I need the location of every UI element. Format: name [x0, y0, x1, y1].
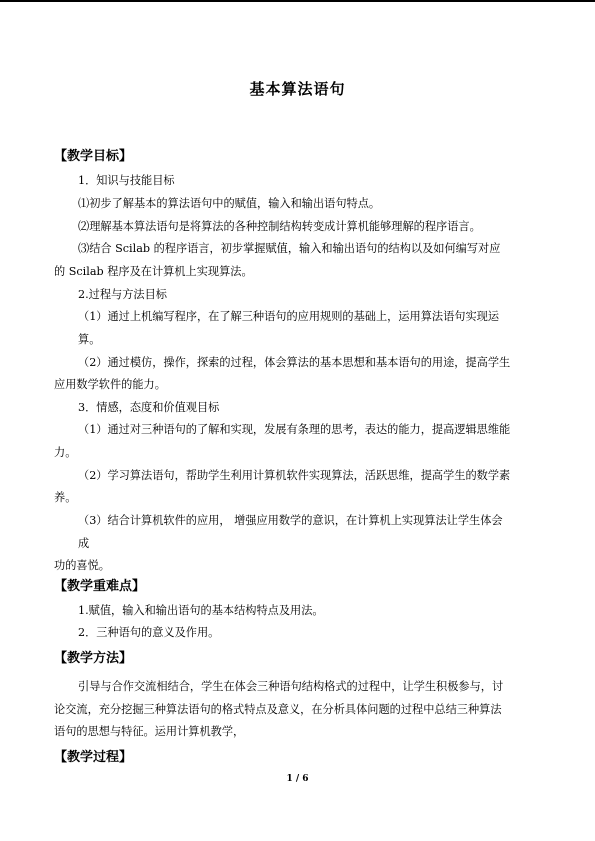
key-points-line-1: 1.赋值，输入和输出语句的基本结构特点及用法。: [78, 604, 324, 617]
objectives-line-14: （2）学习算法语句，帮助学生利用计算机软件实现算法，活跃思维，提高学生的数学素: [78, 469, 511, 482]
objectives-line-8: 算。: [78, 333, 101, 346]
objectives-line-12: （1）通过对三种语句的了解和实现，发展有条理的思考，表达的能力，提高逻辑思维能: [78, 423, 511, 436]
objectives-line-13: 力。: [54, 446, 77, 459]
objectives-line-3: ⑵理解基本算法语句是将算法的各种控制结构转变成计算机能够理解的程序语言。: [78, 220, 481, 233]
objectives-line-17: 成: [78, 537, 90, 550]
objectives-line-18: 功的喜悦。: [54, 559, 110, 572]
objectives-line-7: （1）通过上机编写程序，在了解三种语句的应用规则的基础上，运用算法语句实现运: [78, 310, 500, 323]
objectives-line-16: （3）结合计算机软件的应用， 增强应用数学的意识，在计算机上实现算法让学生体会: [78, 514, 503, 527]
heading-objectives: 【教学目标】: [54, 149, 133, 164]
methods-line-3: 语句的思想与特征。运用计算机教学，: [54, 725, 245, 738]
page-number: 1 / 6: [286, 774, 309, 784]
page-title: 基本算法语句: [249, 80, 346, 98]
key-points-line-2: 2．三种语句的意义及作用。: [78, 626, 220, 639]
methods-line-1: 引导与合作交流相结合，学生在体会三种语句结构格式的过程中，让学生积极参与，讨: [78, 680, 504, 693]
methods-line-2: 论交流，充分挖掘三种算法语句的格式特点及意义，在分析具体问题的过程中总结三种算法: [54, 703, 502, 716]
heading-methods: 【教学方法】: [54, 651, 133, 666]
objectives-line-10: 应用数学软件的能力。: [54, 378, 166, 391]
objectives-line-6: 2.过程与方法目标: [78, 288, 167, 301]
objectives-line-1: 1．知识与技能目标: [78, 174, 175, 187]
objectives-line-15: 养。: [54, 491, 77, 504]
heading-key-points: 【教学重难点】: [54, 579, 146, 594]
heading-process: 【教学过程】: [54, 750, 133, 765]
objectives-line-2: ⑴初步了解基本的算法语句中的赋值，输入和输出语句特点。: [78, 197, 381, 210]
objectives-line-9: （2）通过模仿，操作，探索的过程，体会算法的基本思想和基本语句的用途，提高学生: [78, 356, 511, 369]
objectives-line-11: 3．情感，态度和价值观目标: [78, 401, 220, 414]
objectives-line-5: 的 Scilab 程序及在计算机上实现算法。: [54, 265, 253, 278]
objectives-line-4: ⑶结合 Scilab 的程序语言，初步掌握赋值，输入和输出语句的结构以及如何编写对应: [78, 242, 501, 255]
